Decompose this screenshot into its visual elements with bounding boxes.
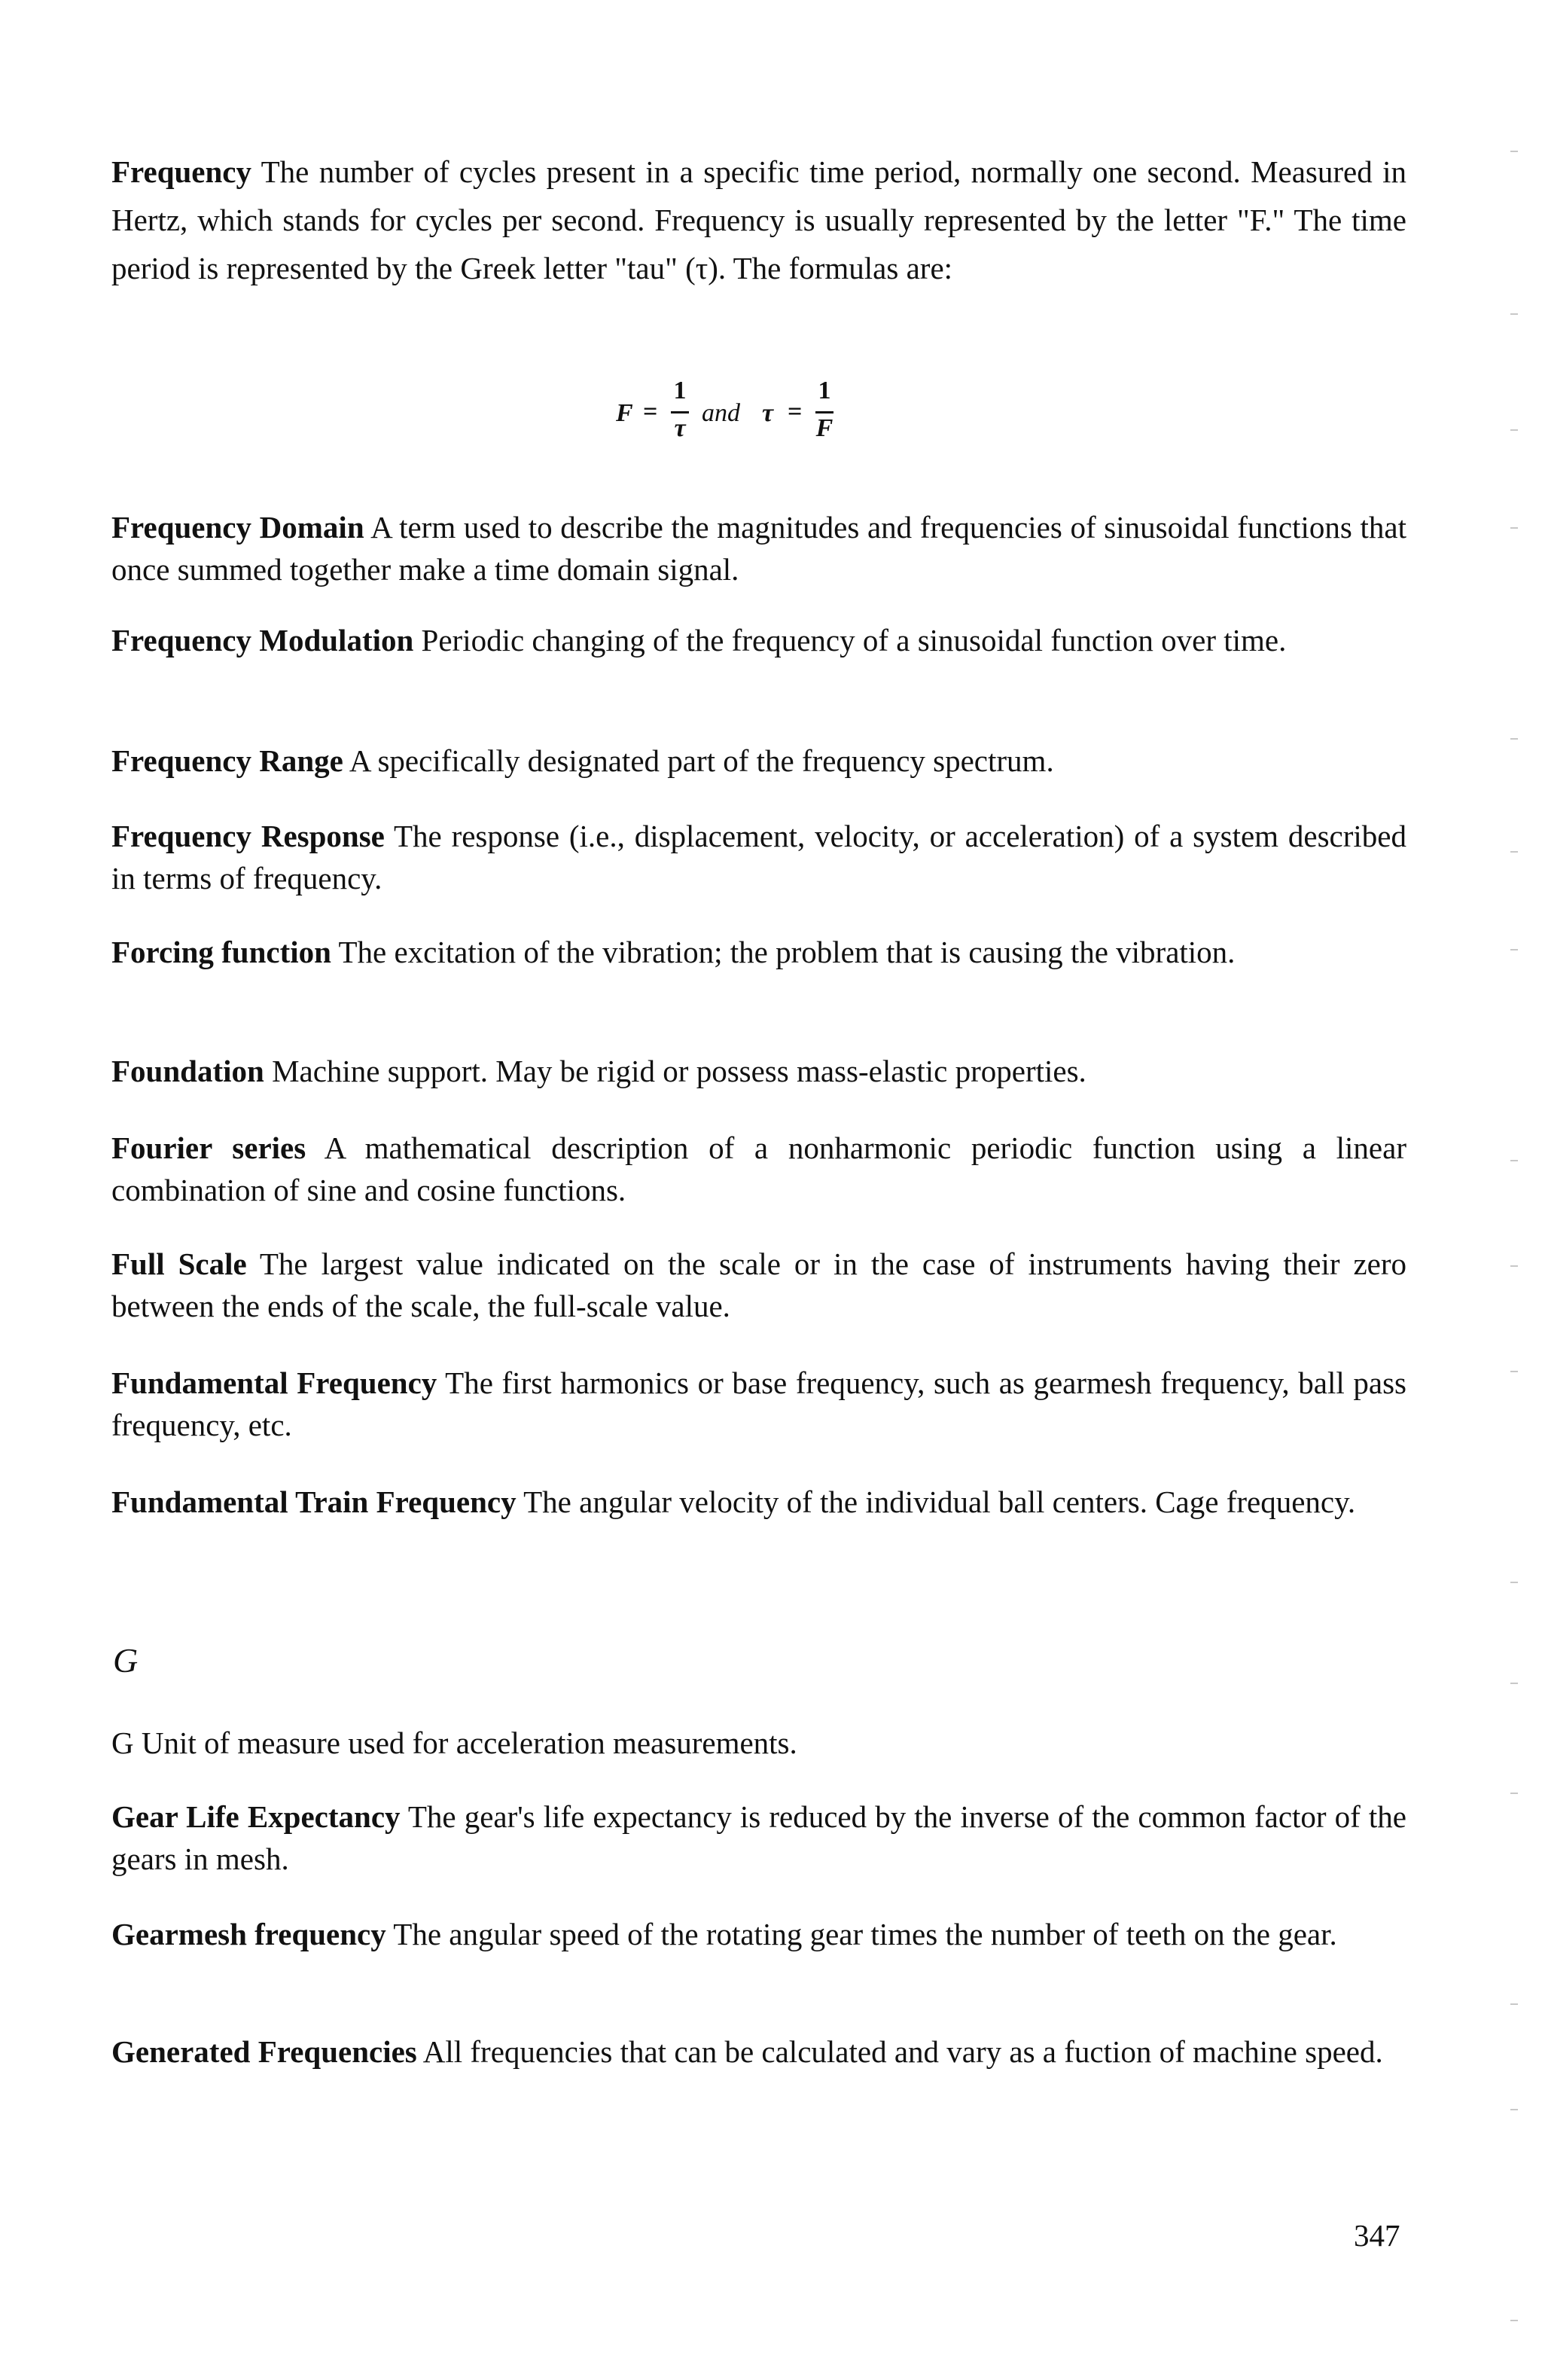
fraction-bar [815,411,833,413]
glossary-term: Fundamental Frequency [111,1365,437,1400]
glossary-term: Gear Life Expectancy [111,1799,401,1834]
glossary-entry [111,1127,1406,1211]
glossary-entry [111,740,1406,782]
glossary-definition: The angular velocity of the individual ball centers. Cage frequency. [523,1484,1356,1519]
formula-and: and [702,399,740,427]
scan-margin-tick [1510,1683,1518,1684]
glossary-definition: Machine support. May be rigid or possess mass-elastic properties. [272,1054,1086,1088]
scan-margin-tick [1510,2003,1518,2005]
scan-margin-tick [1510,1582,1518,1583]
scan-margin-tick [1510,851,1518,853]
glossary-entry [111,2031,1406,2073]
glossary-definition: The gear's life expectancy is reduced by the inverse of the common factor of the gears in mesh. [111,1799,1406,1876]
glossary-entry [111,148,1406,292]
frequency-formula [616,377,932,459]
glossary-definition: All frequencies that can be calculated and vary as a fuction of machine speed. [422,2034,1383,2069]
scan-margin-tick [1510,1371,1518,1372]
scan-margin-tick [1510,2320,1518,2321]
glossary-entry [111,1481,1406,1523]
glossary-entry [111,1913,1406,1955]
formula-symbol-tau: τ [762,399,774,427]
glossary-term: Frequency [111,154,252,189]
formula-numerator: 1 [673,377,687,404]
glossary-entry [111,931,1406,973]
glossary-term: Fundamental Train Frequency [111,1484,517,1519]
scan-margin-tick [1510,1160,1518,1161]
glossary-definition: The largest value indicated on the scale or in the case of instruments having their zero between the ends of the scale, the full-scale value. [111,1246,1406,1323]
glossary-definition: The number of cycles present in a specific time period, normally one second. Measured in Hertz, which stands for cycles per second. Frequency is usually represented by the letter "F." The time period is represented by the Greek letter "tau" (τ). The formulas are: [111,154,1406,285]
formula-denominator: F [815,414,833,442]
glossary-entry [111,1362,1406,1446]
scan-margin-tick [1510,949,1518,950]
glossary-term: Gearmesh frequency [111,1917,386,1951]
glossary-term: Forcing function [111,935,331,969]
formula-equals: = [643,398,658,426]
glossary-definition: The response (i.e., displacement, velocity, or acceleration) of a system described in terms of frequency. [111,819,1406,896]
glossary-term: Full Scale [111,1246,247,1281]
glossary-term: Foundation [111,1054,264,1088]
scan-margin-tick [1510,1793,1518,1794]
scan-margin-tick [1510,429,1518,431]
formula-numerator: 1 [818,377,831,404]
glossary-entry [111,1796,1406,1880]
glossary-term: Frequency Response [111,819,385,853]
glossary-entry [111,1050,1406,1092]
scan-margin-tick [1510,527,1518,529]
glossary-entry [111,1243,1406,1327]
glossary-term: G [111,1726,134,1760]
glossary-term: Frequency Modulation [111,623,414,658]
glossary-definition: Periodic changing of the frequency of a sinusoidal function over time. [421,623,1287,658]
glossary-term: Generated Frequencies [111,2034,417,2069]
glossary-definition: A specifically designated part of the frequency spectrum. [349,743,1054,778]
scan-margin-tick [1510,738,1518,740]
formula-denominator: τ [674,414,686,442]
glossary-definition: Unit of measure used for acceleration measurements. [141,1726,797,1760]
scan-margin-tick [1510,313,1518,315]
glossary-entry [111,619,1406,661]
glossary-definition: A term used to describe the magnitudes and frequencies of sinusoidal functions that once summed together make a time domain signal. [111,510,1406,587]
glossary-term: Frequency Range [111,743,343,778]
scan-margin-tick [1510,2109,1518,2110]
scan-margin-tick [1510,151,1518,152]
glossary-definition: A mathematical description of a nonharmonic periodic function using a linear combination of sine and cosine functions. [111,1130,1406,1207]
section-letter-heading: G [113,1641,139,1680]
formula-symbol-f: F [616,399,633,427]
page-number: 347 [1354,2218,1400,2253]
fraction-bar [671,411,689,413]
glossary-definition: The excitation of the vibration; the problem that is causing the vibration. [338,935,1236,969]
formula-equals: = [788,398,803,426]
glossary-entry [111,1722,1406,1764]
glossary-definition: The first harmonics or base frequency, such as gearmesh frequency, ball pass frequency, etc. [111,1365,1407,1442]
glossary-entry [111,506,1406,590]
glossary-definition: The angular speed of the rotating gear times the number of teeth on the gear. [393,1917,1337,1951]
glossary-entry [111,815,1406,899]
scan-margin-tick [1510,1265,1518,1267]
glossary-term: Frequency Domain [111,510,364,545]
glossary-term: Fourier series [111,1130,306,1165]
